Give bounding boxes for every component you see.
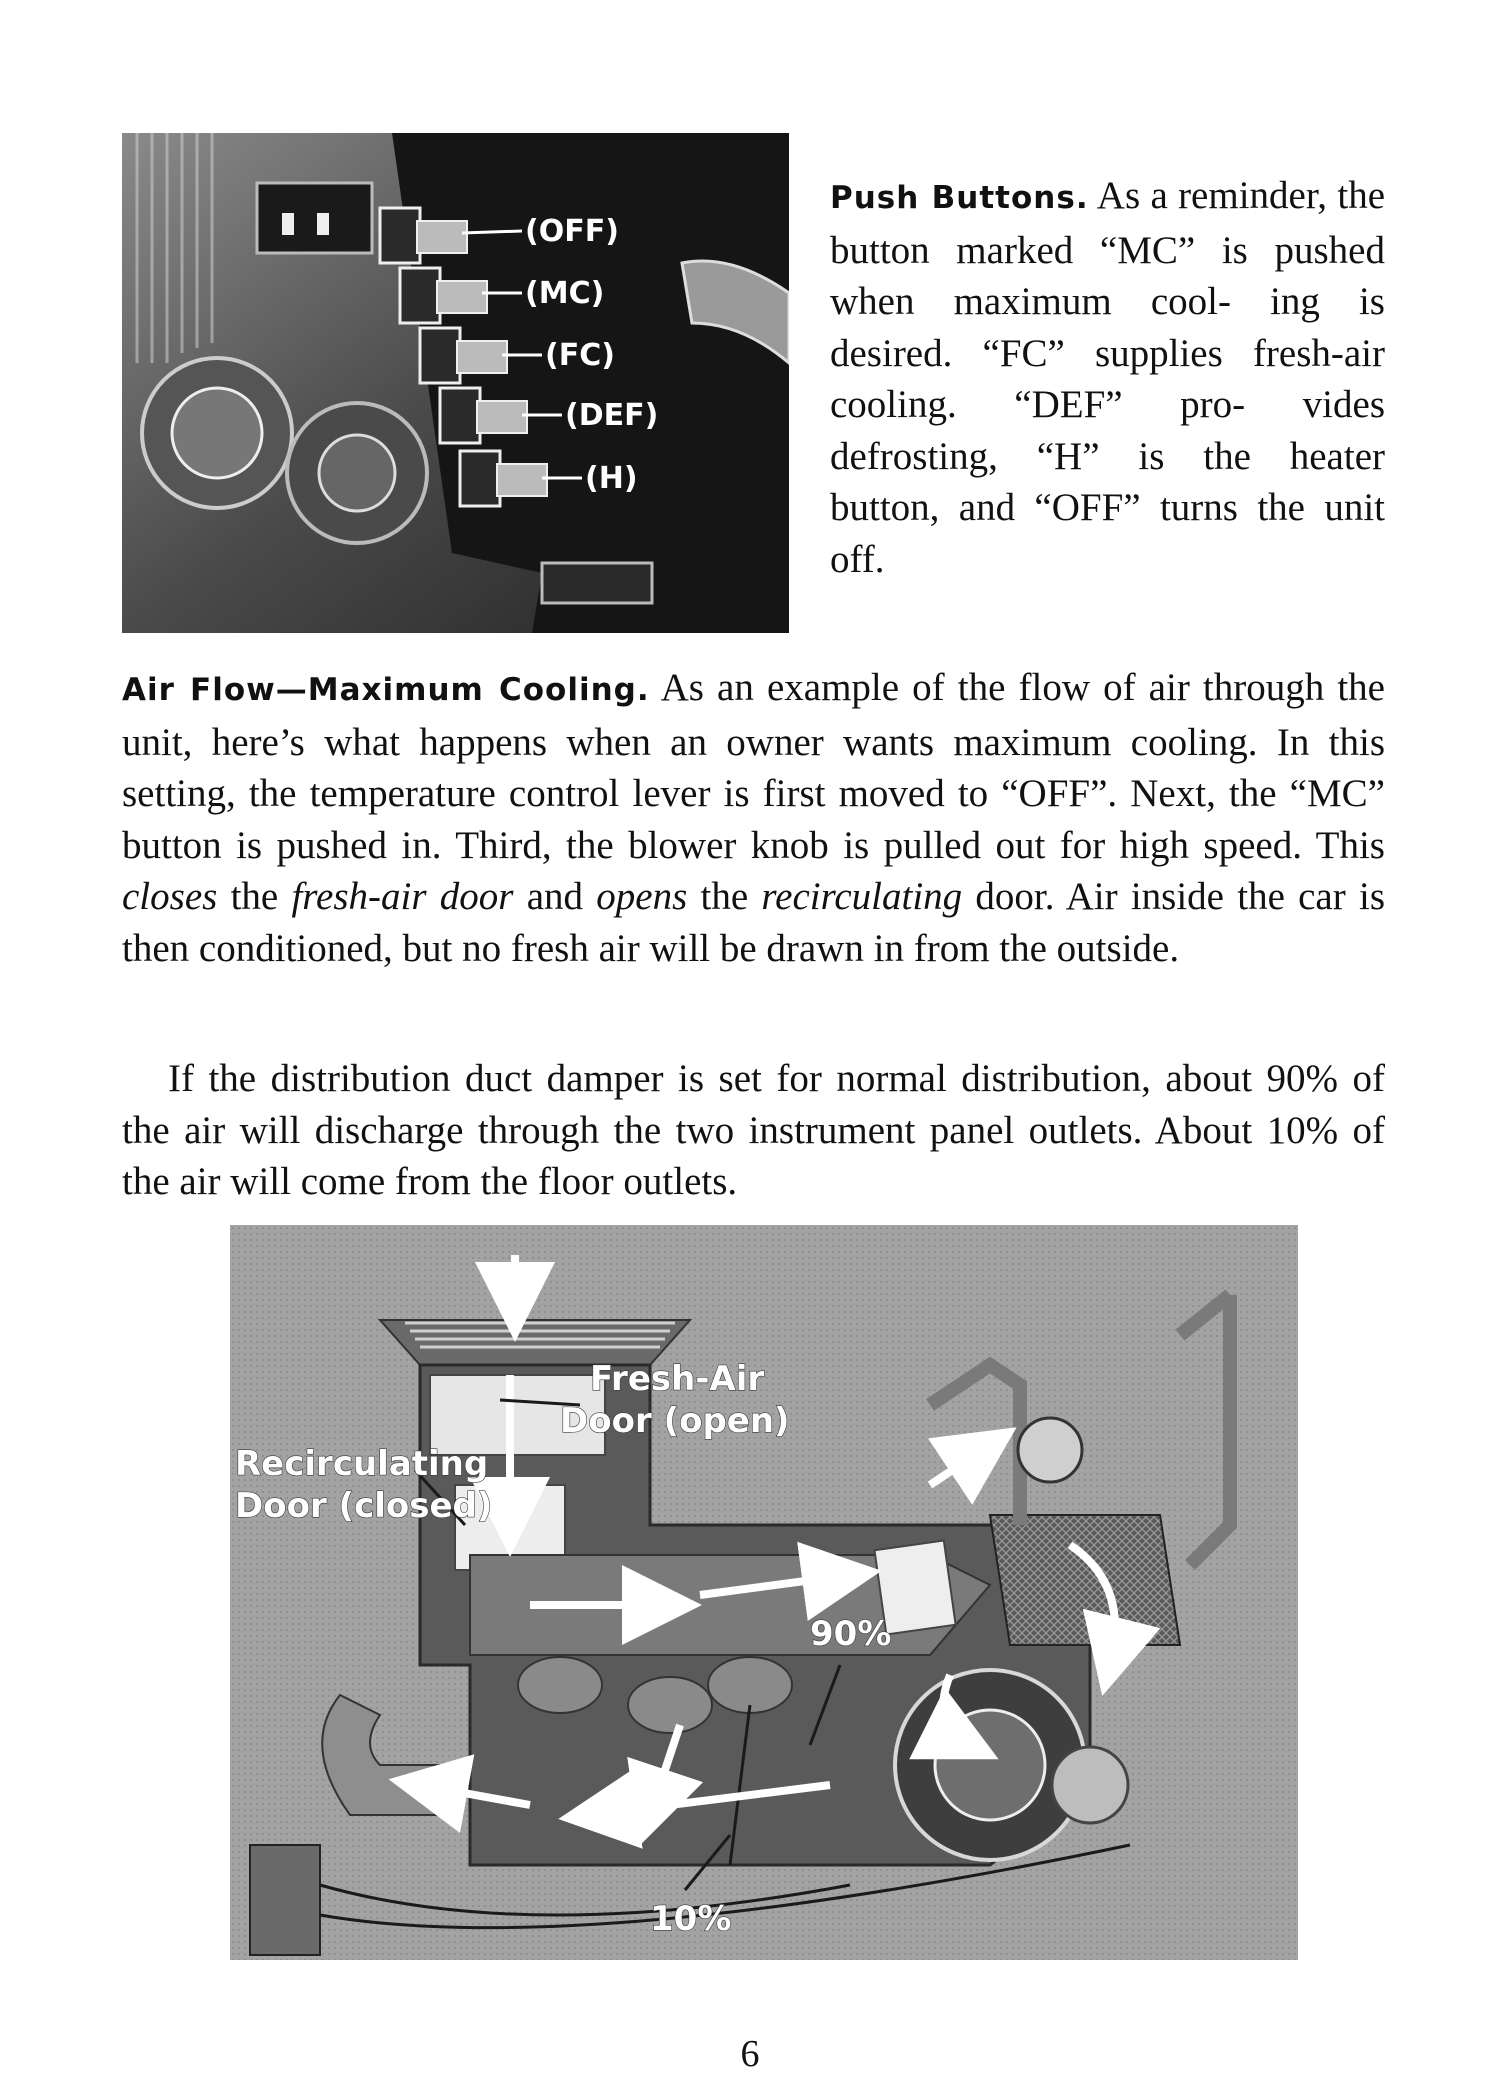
- fresh-air-door-label-2: Door (open): [560, 1401, 790, 1441]
- push-buttons-heading: Push Buttons.: [830, 180, 1089, 216]
- distribution-paragraph: If the distribution duct damper is set for normal distribution, about 90% of the air will discharge through the two instrument panel outlets. About 10% of the air will come from the floor outlets.: [122, 1057, 1385, 1203]
- push-buttons-line-4: ing is desired. “FC” supplies: [830, 280, 1385, 375]
- callout-fc: (FC): [545, 338, 615, 373]
- control-panel-illustration: [122, 133, 789, 633]
- panel-outlets-percent: 90%: [810, 1614, 892, 1654]
- air-flow-text-d: the: [700, 875, 749, 918]
- page-number: 6: [740, 2033, 760, 2075]
- air-flow-text-a: As an example of the flow of air through the unit, here’s what happens when an owner wants maximum cooling. In this setting, the temperature control lever is first moved to “OFF”. Next, the “MC” button is pushed in. Third, the blower knob is pulled out for high speed. This: [122, 666, 1385, 867]
- air-flow-em-recirculating: recirculating: [761, 875, 963, 918]
- air-flow-paragraph: [122, 662, 1385, 974]
- air-flow-illustration: [230, 1225, 1298, 1960]
- air-flow-em-fresh-air-door: fresh-air door: [291, 875, 514, 918]
- recirculating-door-label-1: Recirculating: [235, 1444, 489, 1484]
- push-buttons-line-5: fresh-air cooling. “DEF” pro-: [830, 331, 1385, 426]
- air-flow-text-e: door. Air inside the car is then conditioned, but no fresh air will be drawn in from the outside.: [122, 875, 1385, 970]
- push-buttons-line-8: turns the unit off.: [830, 486, 1385, 581]
- callout-def: (DEF): [565, 398, 659, 433]
- air-flow-em-opens: opens: [596, 875, 688, 918]
- floor-outlets-percent: 10%: [650, 1899, 732, 1939]
- push-buttons-paragraph: [830, 170, 1385, 585]
- callout-h: (H): [585, 461, 638, 496]
- push-buttons-line-2: the button marked “MC” is: [830, 174, 1386, 272]
- push-buttons-line-7: heater button, and “OFF”: [830, 434, 1386, 529]
- callout-mc: (MC): [525, 276, 605, 311]
- air-flow-text-c: and: [526, 875, 584, 918]
- push-buttons-line-3: pushed when maximum cool-: [830, 228, 1385, 323]
- fresh-air-door-label-1: Fresh-Air: [590, 1359, 765, 1399]
- control-panel-photo: [122, 133, 789, 633]
- air-flow-diagram: [230, 1225, 1298, 1960]
- push-buttons-line-6: vides defrosting, “H” is the: [830, 383, 1385, 478]
- push-buttons-line-1: As a reminder,: [1096, 174, 1328, 217]
- air-flow-heading: Air Flow—Maximum Cooling.: [122, 672, 650, 708]
- air-flow-em-closes: closes: [122, 875, 218, 918]
- recirculating-door-label-2: Door (closed): [235, 1486, 493, 1526]
- air-flow-text-b: the: [230, 875, 279, 918]
- callout-off: (OFF): [525, 214, 619, 249]
